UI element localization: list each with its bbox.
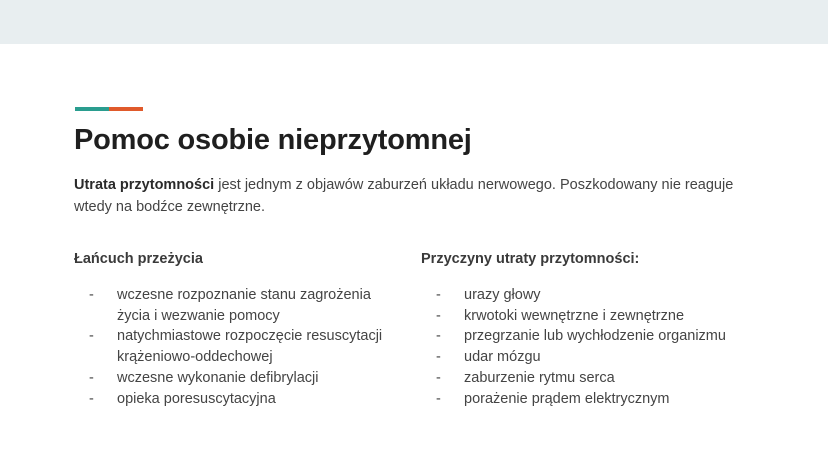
bullet-dash: - <box>436 369 441 386</box>
list-item: - krwotoki wewnętrzne i zewnętrzne <box>421 306 761 327</box>
page-title: Pomoc osobie nieprzytomnej <box>74 124 472 156</box>
bullet-dash: - <box>89 287 94 303</box>
right-list <box>421 285 761 409</box>
list-item: - udar mózgu <box>421 347 761 368</box>
accent-segment-orange <box>109 107 143 111</box>
bullet-dash: - <box>436 349 441 366</box>
bullet-dash: - <box>436 390 441 407</box>
list-item: - przegrzanie lub wychłodzenie organizmu <box>421 326 761 347</box>
top-header-bar <box>0 0 828 44</box>
list-item: - wczesne rozpoznanie stanu zagrożenia życia i wezwanie pomocy <box>89 287 371 324</box>
list-item: - opieka poresuscytacyjna <box>74 389 404 410</box>
intro-text: jest jednym z objawów zaburzeń układu nerwowego. Poszkodowany nie reaguje wtedy na bodźce zewnętrzne. <box>74 177 734 215</box>
bullet-dash: - <box>436 287 441 303</box>
list-item: - porażenie prądem elektrycznym <box>421 389 761 410</box>
accent-segment-teal <box>75 107 109 111</box>
bullet-dash: - <box>89 369 94 386</box>
list-item: - urazy głowy <box>421 285 761 306</box>
left-list <box>74 285 404 409</box>
intro-bold-term: Utrata przytomności <box>74 177 215 193</box>
title-accent-bar <box>75 107 143 111</box>
bullet-dash: - <box>436 328 441 345</box>
list-item: - zaburzenie rytmu serca <box>421 368 761 389</box>
bullet-dash: - <box>89 390 94 407</box>
bullet-dash: - <box>436 307 441 324</box>
right-heading: Przyczyny utraty przytomności: <box>421 251 640 267</box>
right-column <box>421 250 761 409</box>
list-item: - wczesne wykonanie defibrylacji <box>74 368 404 389</box>
left-heading: Łańcuch przeżycia <box>74 251 203 267</box>
intro-paragraph <box>74 174 764 218</box>
list-item: - natychmiastowe rozpoczęcie resuscytacji krążeniowo-oddechowej <box>89 328 383 366</box>
bullet-dash: - <box>89 328 94 345</box>
left-column <box>74 250 404 409</box>
